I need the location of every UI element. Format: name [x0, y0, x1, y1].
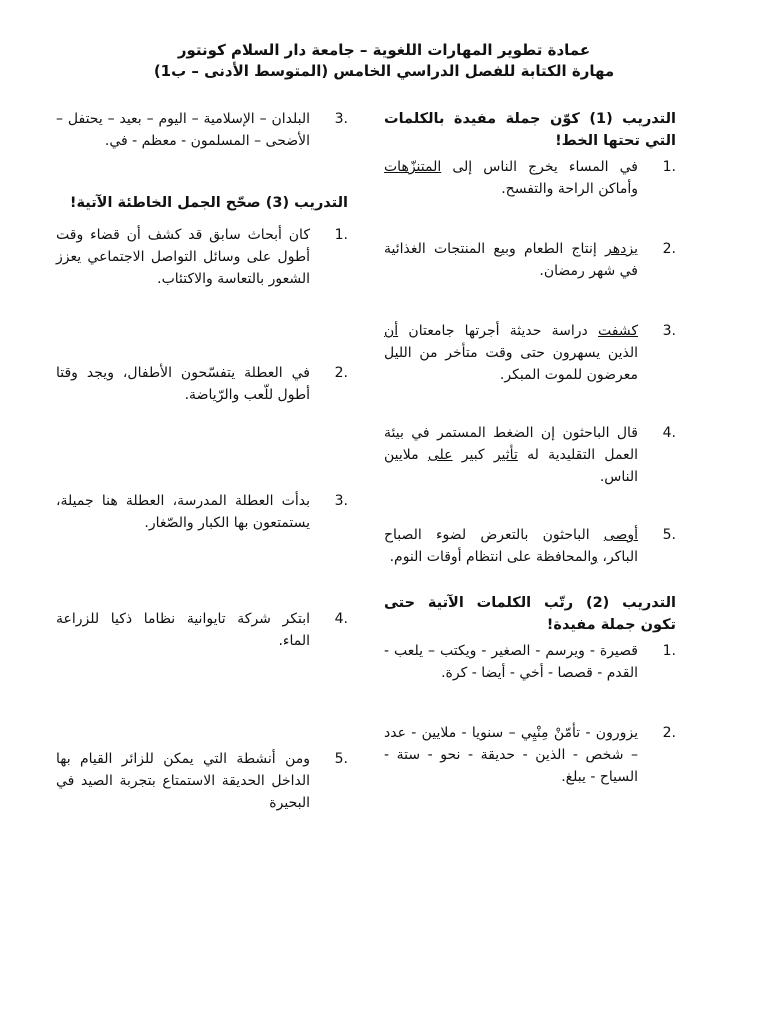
exercise-3-title: التدريب (3) صحّح الجمل الخاطئة الآتية! — [69, 195, 348, 211]
sentence-text: كبير — [452, 447, 494, 463]
item-text: قصيرة - ويرسم - الصغير - ويكتب – يلعب - القدم - قصصا - أخي - أيضا - كرة. — [384, 643, 638, 681]
right-column — [384, 108, 676, 788]
item-number: 2. — [662, 241, 676, 257]
exercise-1-item — [384, 524, 676, 568]
sentence-text: في المساء يخرج الناس إلى — [441, 159, 638, 175]
item-number: 2. — [334, 365, 348, 381]
exercise-3-item — [56, 748, 348, 814]
left-column — [56, 108, 348, 814]
sentence-text: قال الباحثون إن الضغط المستمر في بيئة العمل التقليدية له — [384, 425, 638, 463]
underlined-word: يزدهر — [605, 241, 638, 257]
underlined-word: أن — [384, 323, 399, 339]
item-text: بدأت العطلة المدرسة، العطلة هنا جميلة، يستمتعون بها الكبار والصّغار. — [56, 493, 310, 531]
exercise-3-item — [56, 362, 348, 406]
sentence-text: ملايين الناس. — [384, 447, 638, 485]
underlined-word: ب — [524, 527, 529, 543]
item-text — [384, 156, 638, 200]
sentence-text: التعرض لضوء الصباح الباكر، — [384, 527, 638, 565]
underlined-word: على — [427, 447, 453, 463]
underlined-word: المتنزّهات — [384, 159, 442, 175]
item-number: 2. — [662, 725, 676, 741]
item-text: كان أبحاث سابق قد كشف أن قضاء وقت أطول على وسائل التواصل الاجتماعي يعزز الشعور بالتعاسة والاكتئاب. — [56, 227, 310, 287]
exercise-2-item — [384, 640, 676, 684]
item-text: ابتكر شركة تايوانية نظاما ذكيا للزراعة الماء. — [56, 611, 310, 649]
item-text — [384, 524, 638, 568]
item-number: 4. — [334, 611, 348, 627]
sentence-text: وأماكن الراحة والتفسح. — [501, 181, 638, 197]
exercise-2-item — [56, 108, 348, 152]
header-line-1: عمادة تطوير المهارات اللغوية – جامعة دار السلام كونتور — [177, 41, 591, 59]
item-text — [384, 422, 638, 488]
exercise-1-items — [384, 156, 676, 568]
item-number: 5. — [662, 527, 676, 543]
underlined-word: كشفت — [598, 323, 638, 339]
item-number: 3. — [334, 493, 348, 509]
underlined-word: تأثير — [493, 447, 518, 463]
sentence-text: الباحثون — [528, 527, 604, 543]
item-text: ومن أنشطة التي يمكن للزائر القيام بها الداخل الحديقة الاستمتاع بتجربة الصيد في البحيرة — [56, 751, 310, 811]
exercise-1-title: التدريب (1) كوّن جملة مفيدة بالكلمات التي تحتها الخط! — [384, 111, 677, 149]
item-text — [384, 320, 638, 386]
sentence-text: دراسة حديثة أجرتها جامعتان — [398, 323, 599, 339]
page-header — [0, 40, 768, 82]
sentence-text: إنتاج الطعام وبيع المنتجات الغذائية في شهر رمضان. — [384, 241, 638, 279]
exercise-1-item — [384, 156, 676, 200]
underlined-word: و — [591, 549, 598, 565]
exercise-2-title: التدريب (2) رتّب الكلمات الآتية حتى تكون جملة مفيدة! — [384, 595, 676, 633]
item-number: 3. — [662, 323, 676, 339]
item-text: يزورون - تأمّنْ مِنْيِي – سنويا - ملايين - عدد – شخص - الذين - حديقة - نحو - ستة - السياح - يبلغ. — [384, 725, 638, 785]
item-text: في العطلة يتفسّحون الأطفال، ويجد وقتا أطول للّعب والرّياضة. — [56, 365, 310, 403]
exercise-1-item — [384, 320, 676, 386]
item-number: 5. — [334, 751, 348, 767]
underlined-word: أوصى — [603, 527, 638, 543]
exercise-2-item — [384, 722, 676, 788]
item-number: 1. — [662, 159, 676, 175]
item-text: البلدان – الإسلامية – اليوم – بعيد – يحتفل – الأضحى – المسلمون - معظم - في. — [56, 111, 310, 149]
item-number: 3. — [334, 111, 348, 127]
exercise-1-item — [384, 422, 676, 488]
exercise-3-item — [56, 224, 348, 290]
item-number: 1. — [662, 643, 676, 659]
header-line-2: مهارة الكتابة للفصل الدراسي الخامس (المتوسط الأدنى – ب1) — [153, 62, 615, 80]
sentence-text: الذين يسهرون حتى وقت متأخر من الليل معرضون للموت المبكر. — [384, 345, 638, 383]
exercise-3-item — [56, 608, 348, 652]
exercise-1-item — [384, 238, 676, 282]
item-number: 1. — [334, 227, 348, 243]
exercise-3-item — [56, 490, 348, 534]
item-number: 4. — [662, 425, 676, 441]
item-text — [384, 238, 638, 282]
sentence-text: المحافظة على انتظام أوقات النوم. — [389, 549, 592, 565]
